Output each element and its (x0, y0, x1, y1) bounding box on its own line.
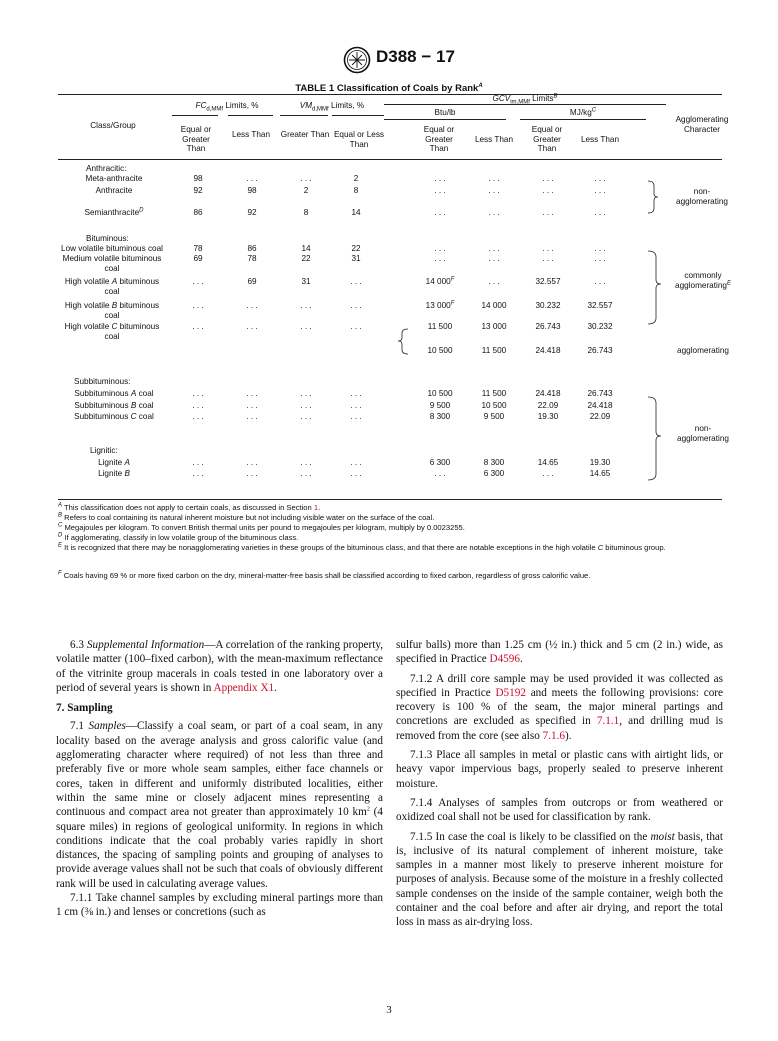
brace-non-agglom-2 (648, 397, 661, 480)
section-7-heading: 7. Sampling (56, 702, 113, 715)
cell-medvol-0: 69 (193, 254, 203, 263)
ref-7-1-1-link[interactable]: 7.1.1 (596, 715, 620, 728)
cell-medvol-4: . . . (434, 254, 446, 263)
para-7-1-1-cont: sulfur balls) more than 1.25 cm (½ in.) thick and 5 cm (2 in.) wide, as specified in Practice D4596. (396, 639, 723, 666)
cell-hvc-7: 30.232 (587, 322, 613, 331)
cell-hvb-6: 30.232 (535, 301, 561, 310)
cell-liga-5: 8 300 (483, 458, 505, 467)
cell-hvc-1: . . . (246, 322, 258, 331)
header-mj-less: Less Than (580, 135, 620, 144)
cell-subb-4: 9 500 (429, 401, 451, 410)
para-7-1-5: 7.1.5 In case the coal is likely to be classified on the moist basis, that is, inclusive of its natural complement of inherent moisture, take samples in a manner most likely to preserve inherent moisture for purposes of analysis. Because some of the moisture in a freshly collected sample condenses on the inside of the sample container, weigh both the container and the coal before and after air drying, and report the total loss in mass as air-drying loss. (396, 830, 723, 929)
cell-hva-0: . . . (192, 277, 204, 286)
header-fc-less: Less Than (231, 130, 271, 139)
cell-lowvol-4: . . . (434, 244, 446, 253)
cell-subc-5: 9 500 (483, 412, 505, 421)
cell-meta-2: . . . (300, 174, 312, 183)
agglom-non-1: non- agglomerating (676, 187, 728, 206)
cell-hva-1: 69 (247, 277, 257, 286)
row-label-semi: Semianthracite$^D$ (84, 207, 144, 217)
cell-hvb-1: . . . (246, 301, 258, 310)
row-label-hvb: High volatile B bituminous coal (64, 301, 160, 320)
header-btu-eq-gt: Equal or Greater Than (423, 125, 455, 154)
cell-liga-2: . . . (300, 458, 312, 467)
header-fc-eq-gt: Equal or Greater Than (180, 125, 212, 154)
header-mj: $MJ/kg^C$ (569, 107, 597, 117)
cell-meta-5: . . . (488, 174, 500, 183)
cell-hva-4: 14 $000^F$ (425, 276, 455, 286)
cell-meta-0: 98 (193, 174, 203, 183)
fc-rule-b (228, 115, 273, 116)
cell-ligb-5: 6 300 (483, 469, 505, 478)
cell-semi-1: 92 (247, 208, 257, 217)
cell-semi-6: . . . (542, 208, 554, 217)
cell-semi-4: . . . (434, 208, 446, 217)
footnote-b: $^B$ Refers to coal containing its natural inherent moisture but not including visible water on the surface of the coal. (58, 512, 435, 522)
table-head-rule (58, 159, 722, 160)
cell-subc-7: 22.09 (589, 412, 611, 421)
footnote-c: $^C$ Megajoules per kilogram. To convert British thermal units per pound to megajoules per kilogram, multiply by 0.0023255. (58, 522, 465, 532)
group-bituminous: Bituminous: (86, 234, 129, 243)
para-7-1-4: 7.1.4 Analyses of samples from outcrops or from weathered or oxidized coal shall not be used for classification by rank. (396, 796, 723, 824)
cell-hvb-7: 32.557 (587, 301, 613, 310)
header-gcv: $GCV_{im,MMf}$ Limits$^B$ (492, 93, 558, 106)
para-7-1: 7.1 Samples—Classify a coal seam, or part of a coal seam, in any locality based on the average analysis and gross calorific value (and agglomerating character where required) of not less than three and preferably five or more whole seam samples, either face channels or cores, taken in different and uniformly distributed localities, either within the same mine or closely adjacent mines representing a continuous and compact area not greater than approximately 10 $km^2$ (4 square miles) in regions of geological uniformity. In regions in which conditions indicate that the coal probably varies rapidly in short distances, the spacing of sampling points and grouping of analyses to provide average values shall not be such that coals of obviously different rank will be used in calculating average values. (56, 720, 384, 890)
row-label-lowvol: Low volatile bituminous coal (61, 244, 163, 253)
cell-suba-0: . . . (192, 389, 204, 398)
d5192-link[interactable]: D5192 (495, 686, 526, 699)
header-class-group: Class/Group (90, 121, 136, 130)
cell-hvc-4: 11 500 (427, 322, 453, 331)
cell-anthracite-3: 8 (353, 186, 359, 195)
cell-subb-0: . . . (192, 401, 204, 410)
cell-hvc-0: . . . (192, 322, 204, 331)
cell-subc-4: 8 300 (429, 412, 451, 421)
section-1-link[interactable]: 1 (313, 503, 319, 512)
cell-hva-5: . . . (488, 277, 500, 286)
cell-suba-5: 11 500 (481, 389, 507, 398)
cell-ligb-0: . . . (192, 469, 204, 478)
cell-ligb-7: 14.65 (589, 469, 611, 478)
cell-medvol-7: . . . (594, 254, 606, 263)
cell-hvb-3: . . . (350, 301, 362, 310)
table-bottom-rule (58, 499, 722, 500)
fc-rule-a (172, 115, 218, 116)
header-vm-eq-lt: Equal or Less Than (333, 130, 385, 149)
cell-meta-6: . . . (542, 174, 554, 183)
cell-ligb-2: . . . (300, 469, 312, 478)
para-7-1-3: 7.1.3 Place all samples in metal or plastic cans with airtight lids, or heavy vapor impervious bags, properly sealed to preserve inherent moisture. (396, 749, 723, 790)
mj-rule (520, 119, 646, 120)
cell-medvol-6: . . . (542, 254, 554, 263)
cell-anthracite-2: 2 (303, 186, 309, 195)
header-btu-less: Less Than (474, 135, 514, 144)
cell-liga-3: . . . (350, 458, 362, 467)
appendix-x1-link[interactable]: Appendix X1 (213, 681, 275, 694)
row-label-liga: Lignite A (98, 458, 130, 467)
cell-medvol-5: . . . (488, 254, 500, 263)
header-btu: Btu/lb (434, 108, 456, 117)
body-left-column (56, 638, 383, 920)
header-mj-eq-gt: Equal or Greater Than (531, 125, 563, 154)
cell-subc-3: . . . (350, 412, 362, 421)
row-label-suba: Subbituminous A coal (74, 389, 154, 398)
cell-subc-6: 19.30 (537, 412, 559, 421)
cell-ligb-4: . . . (434, 469, 446, 478)
cell-hva-3: . . . (350, 277, 362, 286)
cell-meta-7: . . . (594, 174, 606, 183)
cell-meta-4: . . . (434, 174, 446, 183)
row-label-hva: High volatile A bituminous coal (64, 277, 160, 296)
cell-subb-2: . . . (300, 401, 312, 410)
btu-rule (384, 119, 506, 120)
cell-hvb-4: 13 $000^F$ (425, 300, 455, 310)
cell-medvol-2: 22 (301, 254, 311, 263)
header-fc: $FC_{d,MMf}$ Limits, % (195, 101, 259, 113)
cell-subb-3: . . . (350, 401, 362, 410)
cell-anthracite-4: . . . (434, 186, 446, 195)
cell-hva-7: . . . (594, 277, 606, 286)
para-6-3: 6.3 Supplemental Information—A correlation of the ranking property, volatile matter (100–fixed carbon), with the mean-maximum reflectance of the vitrinite group macerals in coals tested in one laboratory over a period of several years is shown in Appendix X1. (56, 639, 384, 694)
body-right-column (396, 638, 723, 930)
cell-hvc-b-1: 11 500 (481, 346, 507, 355)
footnote-f: $^F$ Coals having 69 % or more fixed carbon on the dry, mineral-matter-free basis shall be classified according to fixed carbon, regardless of gross calorific value. (58, 570, 591, 580)
cell-semi-5: . . . (488, 208, 500, 217)
cell-ligb-1: . . . (246, 469, 258, 478)
cell-hva-2: 31 (301, 277, 311, 286)
cell-suba-4: 10 500 (427, 389, 453, 398)
cell-meta-1: . . . (246, 174, 258, 183)
cell-liga-1: . . . (246, 458, 258, 467)
cell-hvc-2: . . . (300, 322, 312, 331)
para-7-1-1: 7.1.1 Take channel samples by excluding mineral partings more than 1 cm (⅜ in.) and lenses or concretions (such as (56, 892, 383, 919)
cell-liga-7: 19.30 (589, 458, 611, 467)
group-subbituminous: Subbituminous: (74, 377, 131, 386)
cell-liga-0: . . . (192, 458, 204, 467)
header-vm: $VM_{d,MMf}$ Limits, % (299, 101, 365, 113)
cell-lowvol-7: . . . (594, 244, 606, 253)
cell-subb-1: . . . (246, 401, 258, 410)
cell-suba-2: . . . (300, 389, 312, 398)
cell-lowvol-0: 78 (193, 244, 203, 253)
cell-anthracite-5: . . . (488, 186, 500, 195)
cell-subc-1: . . . (246, 412, 258, 421)
cell-anthracite-6: . . . (542, 186, 554, 195)
cell-subb-7: 24.418 (587, 401, 613, 410)
cell-subb-6: 22.09 (537, 401, 559, 410)
cell-hvc-b-2: 24.418 (535, 346, 561, 355)
ref-7-1-6-link[interactable]: 7.1.6 (542, 729, 565, 742)
cell-hvc-5: 13 000 (481, 322, 507, 331)
cell-semi-7: . . . (594, 208, 606, 217)
cell-suba-7: 26.743 (587, 389, 613, 398)
header-agglomerating: Agglomerating Character (675, 115, 729, 134)
cell-hvc-b-3: 26.743 (587, 346, 613, 355)
cell-meta-3: 2 (353, 174, 359, 183)
cell-lowvol-5: . . . (488, 244, 500, 253)
cell-semi-3: 14 (351, 208, 361, 217)
brace-non-agglom-1 (648, 181, 658, 213)
cell-medvol-1: 78 (247, 254, 257, 263)
cell-hvc-6: 26.743 (535, 322, 561, 331)
brace-hvc-split (398, 329, 408, 354)
cell-hvc-b-0: 10 500 (427, 346, 453, 355)
cell-hvb-2: . . . (300, 301, 312, 310)
row-label-hvc: High volatile C bituminous coal (64, 322, 160, 341)
cell-subc-2: . . . (300, 412, 312, 421)
row-label-subb: Subbituminous B coal (74, 401, 154, 410)
d4596-link[interactable]: D4596 (489, 653, 520, 666)
cell-liga-4: 6 300 (429, 458, 451, 467)
page-number: 3 (386, 1004, 392, 1016)
cell-anthracite-7: . . . (594, 186, 606, 195)
row-label-anthracite: Anthracite (95, 186, 133, 195)
agglom-agglomerating: agglomerating (677, 346, 729, 355)
cell-lowvol-1: 86 (247, 244, 257, 253)
cell-liga-6: 14.65 (537, 458, 559, 467)
row-label-meta: Meta-anthracite (85, 174, 143, 183)
agglom-non-2: non- agglomerating (677, 424, 729, 443)
brace-commonly-agglom (648, 251, 661, 324)
cell-ligb-3: . . . (350, 469, 362, 478)
cell-lowvol-6: . . . (542, 244, 554, 253)
cell-subc-0: . . . (192, 412, 204, 421)
cell-suba-1: . . . (246, 389, 258, 398)
cell-semi-2: 8 (303, 208, 309, 217)
group-anthracitic: Anthracitic: (86, 164, 127, 173)
vm-rule-a (280, 115, 328, 116)
table-title: TABLE 1 Classification of Coals by Rank$^A$ (295, 82, 483, 94)
cell-anthracite-1: 98 (247, 186, 257, 195)
cell-hvb-5: 14 000 (481, 301, 507, 310)
agglom-commonly: commonly agglomerating$^E$ (675, 271, 731, 290)
row-label-subc: Subbituminous C coal (74, 412, 154, 421)
astm-logo-icon (343, 46, 371, 74)
group-lignitic: Lignitic: (90, 446, 118, 455)
cell-subb-5: 10 500 (481, 401, 507, 410)
footnote-d: $^D$ If agglomerating, classify in low volatile group of the bituminous class. (58, 532, 299, 542)
cell-suba-6: 24.418 (535, 389, 561, 398)
cell-suba-3: . . . (350, 389, 362, 398)
document-id: D388 − 17 (376, 47, 455, 66)
cell-anthracite-0: 92 (193, 186, 203, 195)
cell-medvol-3: 31 (351, 254, 361, 263)
header-vm-greater: Greater Than (280, 130, 330, 139)
footnote-a: $^A$ This classification does not apply to certain coals, as discussed in Section 1. (58, 502, 321, 512)
cell-hvb-0: . . . (192, 301, 204, 310)
row-label-medvol: Medium volatile bituminous coal (62, 254, 162, 273)
cell-lowvol-3: 22 (351, 244, 361, 253)
cell-semi-0: 86 (193, 208, 203, 217)
row-label-ligb: Lignite B (98, 469, 130, 478)
cell-ligb-6: . . . (542, 469, 554, 478)
cell-hva-6: 32.557 (535, 277, 561, 286)
cell-lowvol-2: 14 (301, 244, 311, 253)
para-7-1-2: 7.1.2 A drill core sample may be used provided it was collected as specified in Practice D5192 and meets the following provisions: core recovery is 100 % of the seam, the major mineral partings and concretions are excluded as specified in 7.1.1, and drilling mud is removed from the core (see also 7.1.6). (396, 672, 723, 742)
vm-rule-b (332, 115, 384, 116)
footnote-e: $^E$ It is recognized that there may be nonagglomerating varieties in these groups of the bituminous class, and that there are notable exceptions in the high volatile C bituminous group. (58, 542, 666, 552)
cell-hvc-3: . . . (350, 322, 362, 331)
